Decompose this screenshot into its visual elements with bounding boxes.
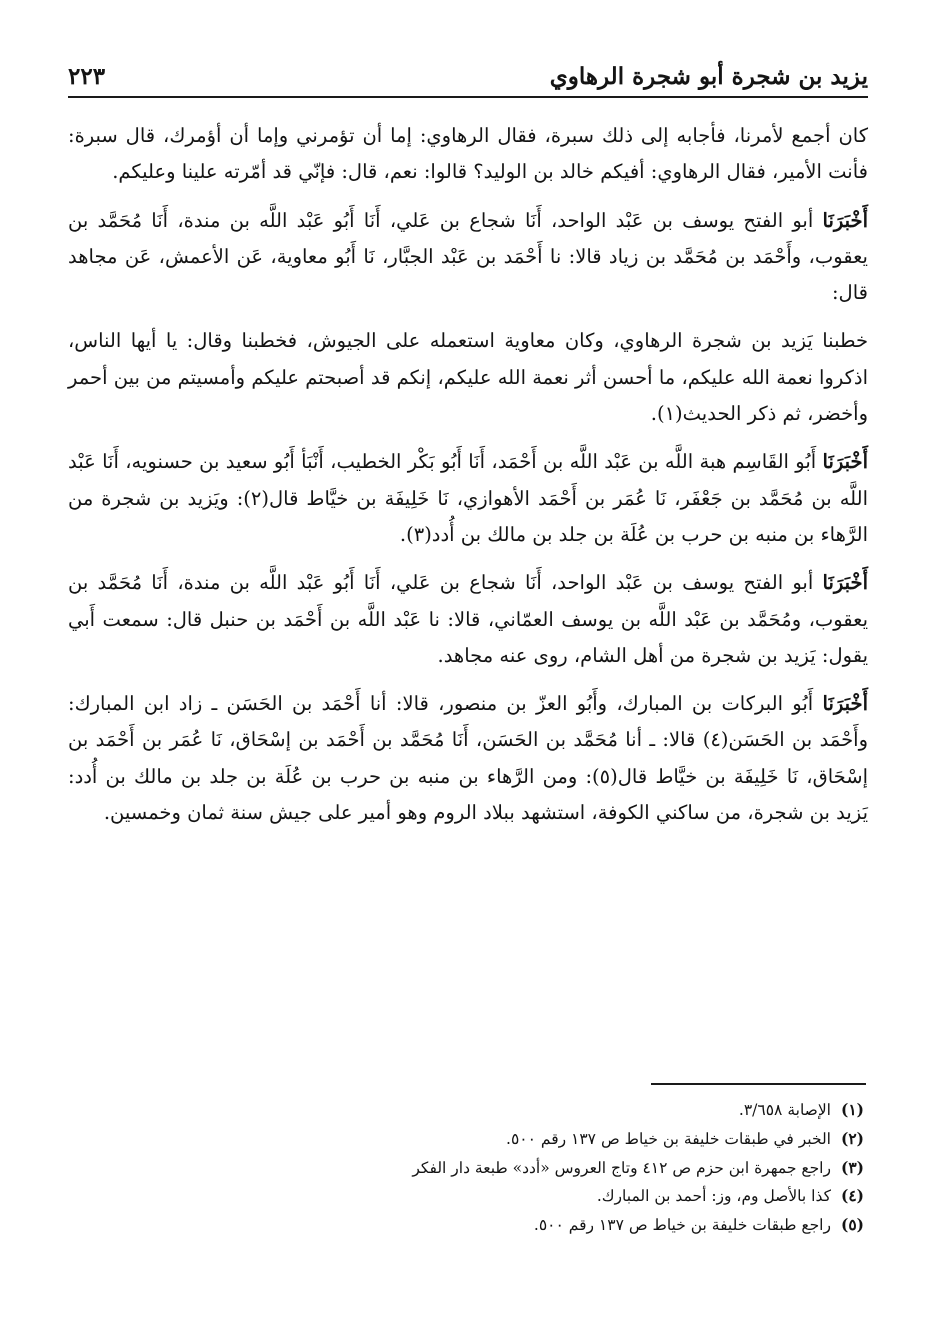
paragraph-3 xyxy=(68,323,868,432)
paragraph-text: كان أجمع لأمرنا، فأجابه إلى ذلك سبرة، فقال الرهاوي: إما أن تؤمرني وإما أن أؤمرك، قال سبرة: فأنت الأمير، فقال الرهاوي: أفيكم خالد بن الوليد؟ قالوا: نعم، قال: فإنّي قد أمّرته علينا وعليكم. xyxy=(68,124,868,184)
paragraph-lead: أَخْبَرَنَا xyxy=(822,208,868,232)
footnote-text: الخبر في طبقات خليفة بن خياط ص ١٣٧ رقم ٥٠٠. xyxy=(506,1129,831,1148)
paragraph-2 xyxy=(68,203,868,312)
paragraph-6 xyxy=(68,686,868,831)
main-text xyxy=(68,118,868,843)
footnote-number: (٥) xyxy=(840,1215,864,1235)
page-number: ٢٢٣ xyxy=(68,63,106,90)
footnote-2 xyxy=(68,1125,864,1154)
paragraph-5 xyxy=(68,565,868,674)
footnote-number: (٢) xyxy=(840,1128,864,1148)
footnote-4 xyxy=(68,1182,864,1211)
running-title: يزيد بن شجرة أبو شجرة الرهاوي xyxy=(549,63,868,90)
footnote-number: (٤) xyxy=(840,1186,864,1206)
paragraph-lead: أَخْبَرَنَا xyxy=(822,450,868,474)
footnote-text: كذا بالأصل وم، وز: أحمد بن المبارك. xyxy=(596,1187,831,1206)
paragraph-text: أبو الفتح يوسف بن عَبْد الواحد، أَنَا شجاع بن عَلي، أَنَا أَبُو عَبْد اللَّه بن مندة، أَنَا مُحَمَّد بن يعقوب، وأَحْمَد بن مُحَمَّد بن زياد قالا: نا أَحْمَد بن عَبْد الجبَّار، نَا أَبُو معاوية، عَن الأعمش، عَن مجاهد قال: xyxy=(68,208,868,305)
paragraph-1 xyxy=(68,118,868,191)
footnotes xyxy=(68,1096,864,1240)
page-header xyxy=(68,52,868,98)
footnote-1 xyxy=(68,1096,864,1125)
footnote-3 xyxy=(68,1154,864,1183)
footnote-text: راجع طبقات خليفة بن خياط ص ١٣٧ رقم ٥٠٠. xyxy=(533,1216,831,1235)
footnote-5 xyxy=(68,1211,864,1240)
footnote-number: (١) xyxy=(840,1100,864,1119)
paragraph-text: أَبُو القَاسِم هبة اللَّه بن عَبْد اللَّه بن أَحْمَد، أَنَا أَبُو بَكْر الخطيب، أَنْبَأ أَبُو سعيد بن حسنويه، أَنَا عَبْد اللَّه بن مُحَمَّد بن جَعْفَر، نَا عُمَر بن أَحْمَد الأهوازي، نَا خَلِيفَة بن خيَّاط قال(٢): ويَزيد بن شجرة من الرَّهاء بن منبه بن حرب بن عُلَة بن جلد بن مالك بن أُدد(٣). xyxy=(68,450,868,546)
paragraph-4 xyxy=(68,444,868,553)
footnote-text: الإصابة ٣/٦٥٨. xyxy=(738,1101,831,1119)
footnote-separator xyxy=(651,1083,866,1085)
paragraph-text: خطبنا يَزيد بن شجرة الرهاوي، وكان معاوية استعمله على الجيوش، فخطبنا وقال: يا أيها الناس، اذكروا نعمة الله عليكم، ما أحسن أثر نعمة الله عليكم، إنكم قد أصبحتم عليكم وأمسيتم من بين أحمر وأخضر، ثم ذكر الحديث(١). xyxy=(68,329,868,426)
footnote-number: (٣) xyxy=(840,1157,864,1177)
paragraph-text: أَبُو البركات بن المبارك، وأَبُو العزّ بن منصور، قالا: أنا أَحْمَد بن الحَسَن ـ زاد ابن المبارك: وأَحْمَد بن الحَسَن(٤) قالا: ـ أنا مُحَمَّد بن الحَسَن، أَنَا مُحَمَّد بن أَحْمَد بن إسْحَاق، نَا عُمَر بن أَحْمَد بن إسْحَاق، نَا خَلِيفَة بن خيَّاط قال(٥): ومن الرَّهاء بن منبه بن حرب بن عُلَة بن جلد بن مالك بن أُدد: يَزيد بن شجرة، من ساكني الكوفة، استشهد ببلاد الروم وهو أمير على جيش سنة ثمان وخمسين. xyxy=(68,692,868,825)
footnote-text: راجع جمهرة ابن حزم ص ٤١٢ وتاج العروس «أدد» طبعة دار الفكر xyxy=(412,1158,831,1177)
paragraph-text: أبو الفتح يوسف بن عَبْد الواحد، أَنَا شجاع بن عَلي، أَنَا أَبُو عَبْد اللَّه بن مندة، أَنَا مُحَمَّد بن يعقوب، ومُحَمَّد بن عَبْد اللَّه بن يوسف العمّاني، قالا: نا عَبْد اللَّه بن أَحْمَد بن حنبل قال: سمعت أَبي يقول: يَزيد بن شجرة من أهل الشام، روى عنه مجاهد. xyxy=(68,571,868,667)
paragraph-lead: أَخْبَرَنَا xyxy=(822,692,868,716)
paragraph-lead: أَخْبَرَنَا xyxy=(822,571,868,595)
